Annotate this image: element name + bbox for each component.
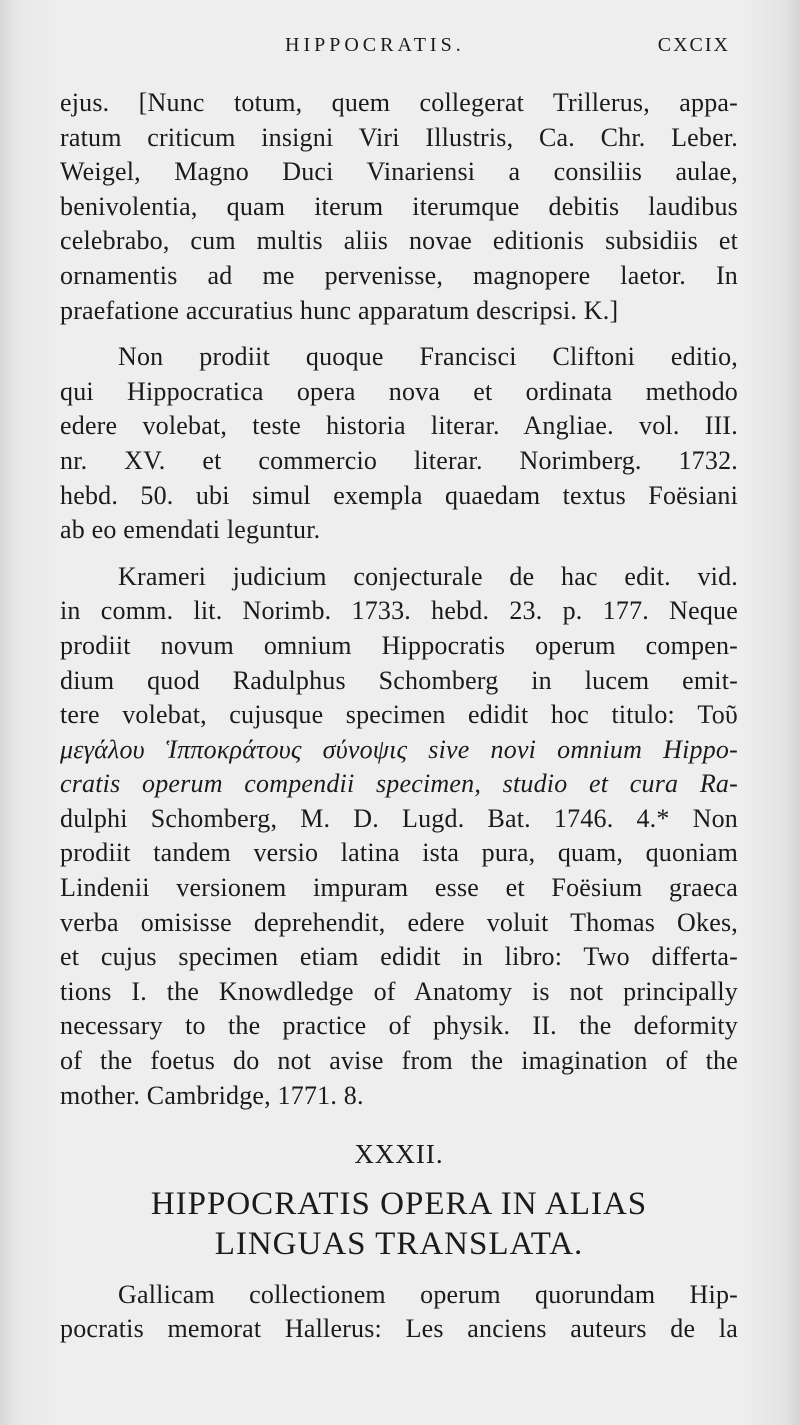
text-line: in comm. lit. Norimb. 1733. hebd. 23. p. 177. Neque	[60, 596, 738, 626]
text-line: tere volebat, cujusque specimen edidit hoc titulo: Τοῦ	[60, 700, 738, 730]
section-heading-line: HIPPOCRATIS OPERA IN ALIAS	[150, 1185, 648, 1222]
text-line: ab eo emendati leguntur.	[60, 515, 321, 545]
text-line: pocratis memorat Hallerus: Les anciens auteurs de la	[60, 1314, 738, 1344]
text-line: of the foetus do not avise from the imagination of the	[60, 1046, 738, 1076]
text-line: necessary to the practice of physik. II. the deformity	[60, 1011, 738, 1041]
running-head	[0, 34, 800, 64]
text-line: cratis operum compendii specimen, studio et cura Ra-	[60, 769, 738, 799]
page-number: CXCIX	[657, 34, 730, 56]
text-line: mother. Cambridge, 1771. 8.	[60, 1080, 364, 1110]
text-line: hebd. 50. ubi simul exempla quaedam textus Foësiani	[60, 480, 738, 510]
section-heading	[60, 1184, 738, 1264]
text-line: μεγάλου Ἱπποκράτους σύνοψις sive novi omnium Hippo-	[60, 734, 738, 764]
paragraph-gap	[60, 548, 738, 560]
text-line: verba omisisse deprehendit, edere voluit Thomas Okes,	[60, 907, 738, 937]
running-title: HIPPOCRATIS.	[285, 34, 465, 56]
text-line: celebrabo, cum multis aliis novae editionis subsidiis et	[60, 226, 738, 256]
text-line: praefatione accuratius hunc apparatum descripsi. K.]	[60, 295, 619, 325]
paragraph-krameri	[60, 560, 738, 1114]
text-line: Lindenii versionem impuram esse et Foësium graeca	[60, 873, 738, 903]
text-line: dium quod Radulphus Schomberg in lucem emit-	[60, 665, 738, 695]
text-line: edere volebat, teste historia literar. Angliae. vol. III.	[60, 411, 738, 441]
paragraph-trillerus	[60, 86, 738, 328]
text-line: ratum criticum insigni Viri Illustris, Ca. Chr. Leber.	[60, 122, 738, 152]
text-line: prodiit novum omnium Hippocratis operum compen-	[60, 630, 738, 660]
text-line: tions I. the Knowdledge of Anatomy is not principally	[60, 976, 738, 1006]
paragraph-gallicam	[60, 1278, 738, 1347]
paragraph-cliftoni	[60, 340, 738, 548]
text-line: ornamentis ad me pervenisse, magnopere laetor. In	[60, 260, 738, 290]
text-line: qui Hippocratica opera nova et ordinata methodo	[60, 376, 738, 406]
body-text	[60, 86, 738, 1347]
text-line: Weigel, Magno Duci Vinariensi a consiliis aulae,	[60, 157, 738, 187]
text-line: et cujus specimen etiam edidit in libro: Two differta-	[60, 942, 738, 972]
text-line: Gallicam collectionem operum quorundam Hip-	[118, 1279, 738, 1309]
text-line: nr. XV. et commercio literar. Norimberg. 1732.	[60, 445, 738, 475]
section-number: XXXII.	[354, 1139, 444, 1170]
text-line: prodiit tandem versio latina ista pura, quam, quoniam	[60, 838, 738, 868]
section-heading-line: LINGUAS TRANSLATA.	[214, 1225, 584, 1262]
text-line: Krameri judicium conjecturale de hac edit. vid.	[118, 561, 738, 591]
paragraph-gap	[60, 328, 738, 340]
text-line: benivolentia, quam iterum iterumque debitis laudibus	[60, 191, 738, 221]
text-line: dulphi Schomberg, M. D. Lugd. Bat. 1746. 4.* Non	[60, 803, 738, 833]
text-line: Non prodiit quoque Francisci Cliftoni editio,	[118, 342, 738, 372]
text-line: ejus. [Nunc totum, quem collegerat Trillerus, appa-	[60, 88, 738, 117]
